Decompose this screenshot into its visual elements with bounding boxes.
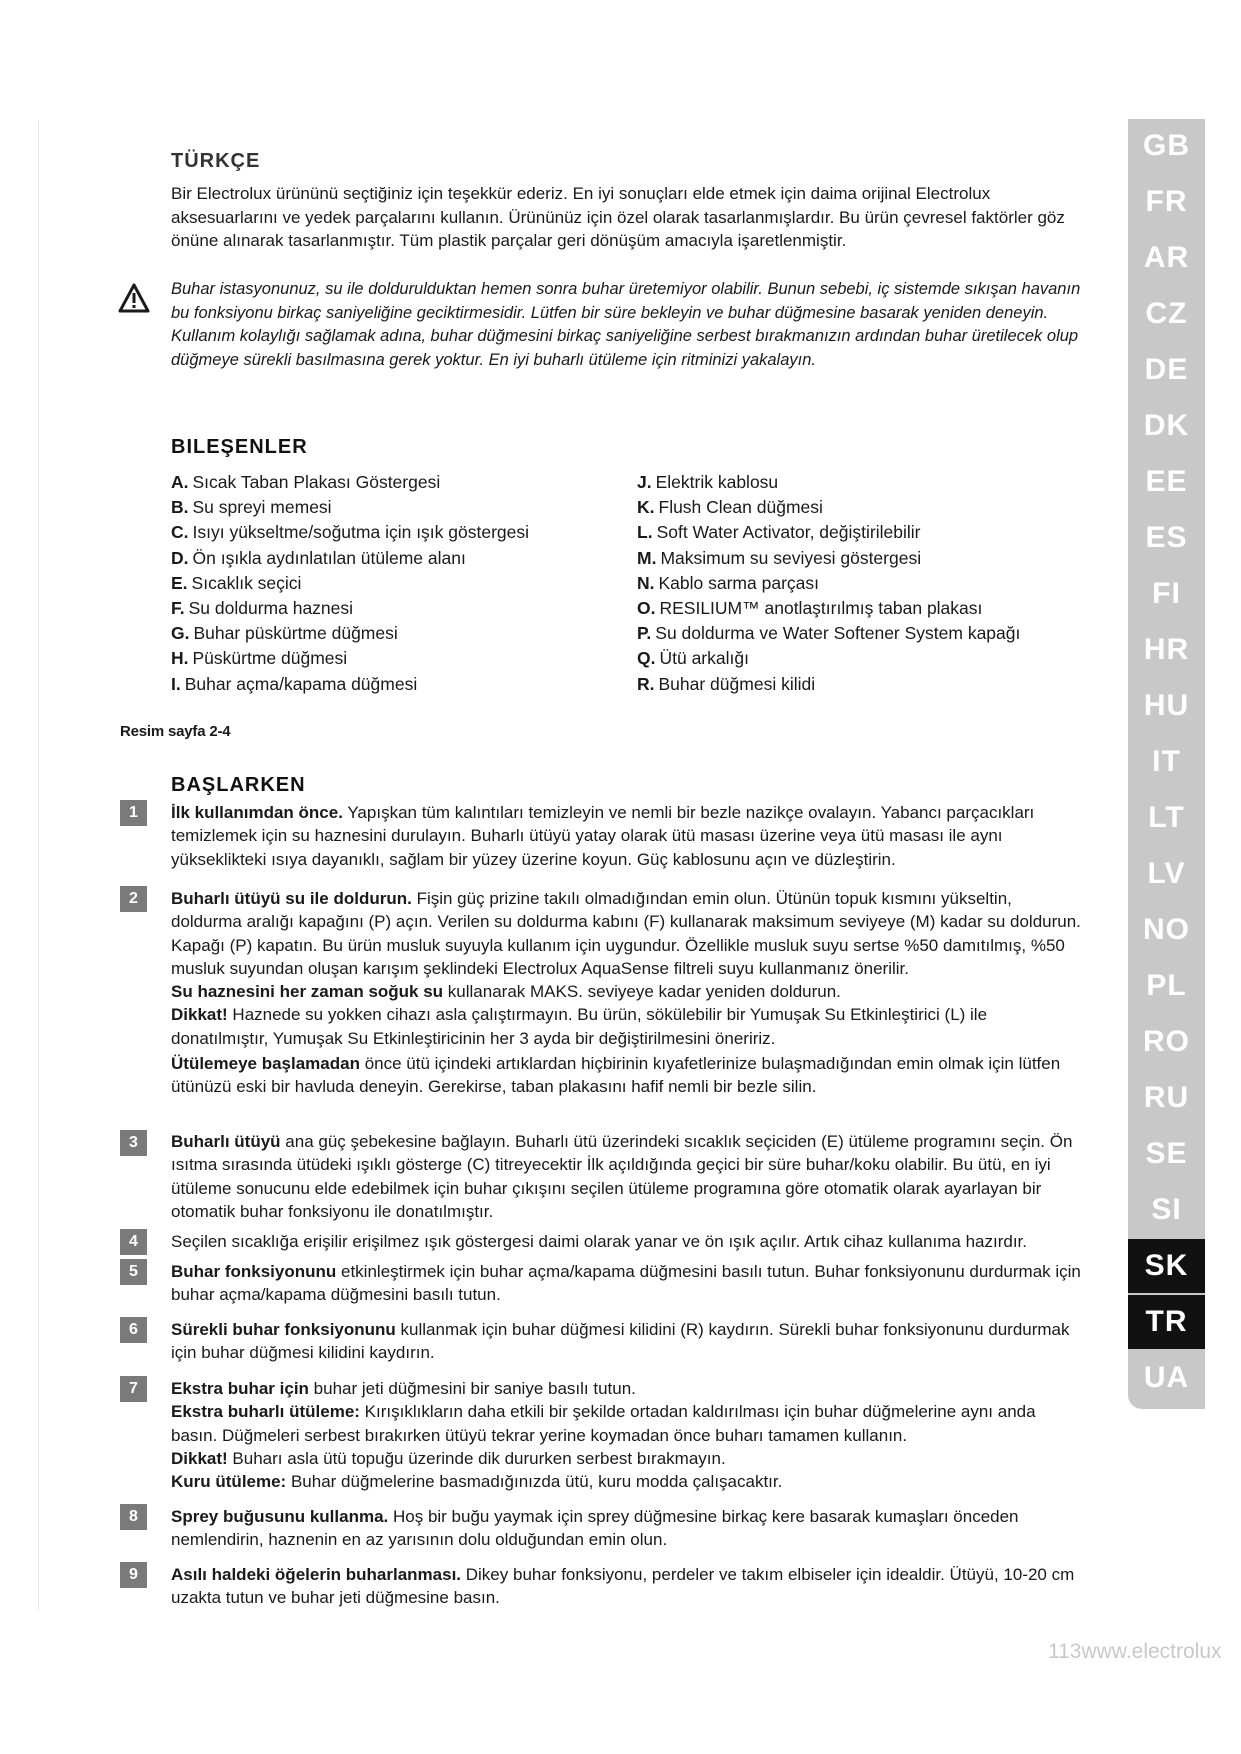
warning-triangle-icon — [118, 283, 150, 313]
component-item: I. Buhar açma/kapama düğmesi — [171, 673, 418, 694]
lang-tab-gb[interactable]: GB — [1143, 129, 1190, 162]
lang-tab-pl[interactable]: PL — [1146, 969, 1187, 1002]
step-number-badge: 4 — [120, 1229, 147, 1255]
lang-tab-es[interactable]: ES — [1145, 521, 1188, 554]
component-item: O. RESILIUM™ anotlaştırılmış taban plakası — [637, 598, 983, 619]
step-9-text: Asılı haldeki öğelerin buharlanması. Dikey buhar fonksiyonu, perdeler ve takım elbiseler için idealdir. Ütüyü, 10-20 cm uzakta tutun ve buhar jeti düğmesine basın. — [171, 1565, 1075, 1608]
lang-tab-ro[interactable]: RO — [1143, 1025, 1190, 1058]
lang-tab-hr[interactable]: HR — [1143, 633, 1190, 666]
lang-tab-ru[interactable]: RU — [1143, 1081, 1190, 1114]
step-5-text: Buhar fonksiyonunu etkinleştirmek için buhar açma/kapama düğmesini basılı tutun. Buhar fonksiyonunu durdurmak için buhar açma/kapama düğmesini basılı tutun. — [171, 1262, 1081, 1305]
lang-tab-ee[interactable]: EE — [1145, 465, 1188, 498]
component-item: J. Elektrik kablosu — [637, 472, 779, 492]
step-number-badge: 8 — [120, 1504, 147, 1530]
lang-tab-dk[interactable]: DK — [1143, 409, 1190, 442]
step-number-badge: 1 — [120, 800, 147, 826]
step-number-badge: 5 — [120, 1259, 147, 1285]
component-item: M. Maksimum su seviyesi göstergesi — [637, 547, 922, 568]
step-number-badge: 3 — [120, 1130, 147, 1156]
page-footer-url: 113www.electrolux — [1048, 1640, 1222, 1663]
lang-tab-fi[interactable]: FI — [1152, 577, 1181, 610]
component-item: D. Ön ışıkla aydınlatılan ütüleme alanı — [171, 547, 466, 568]
section-title-turkish: TÜRKÇE — [171, 150, 261, 172]
lang-tab-lv[interactable]: LV — [1147, 857, 1186, 890]
section-title-components: BILEŞENLER — [171, 436, 308, 458]
step-number-badge: 6 — [120, 1317, 147, 1343]
page-edge-line — [38, 120, 39, 1610]
components-list-left — [171, 470, 621, 697]
component-item: E. Sıcaklık seçici — [171, 572, 302, 593]
section-title-getting-started: BAŞLARKEN — [171, 774, 306, 796]
lang-tab-lt[interactable]: LT — [1148, 801, 1185, 834]
component-item: B. Su spreyi memesi — [171, 497, 332, 518]
lang-tab-si[interactable]: SI — [1151, 1193, 1182, 1226]
component-item: H. Püskürtme düğmesi — [171, 648, 348, 669]
step-8-text: Sprey buğusunu kullanma. Hoş bir buğu yaymak için sprey düğmesine birkaç kere basarak kumaşları önceden nemlendirin, haznenin en az yarısının dolu olduğundan emin olun. — [171, 1507, 1019, 1550]
step-3-text: Buharlı ütüyü ana güç şebekesine bağlayın. Buharlı ütü üzerindeki sıcaklık seçiciden (E) ütüleme programını seçin. Ön ısıtma sırasında ütüdeki ışıklı gösterge (C) titreyecektir İlk açıldığında geçici bir süre buhar/koku olabilir. Bu ütü, en iyi ütüleme sonucunu elde edebilmek için buhar çıkışını seçilen ütüleme programına göre otomatik olarak ayarlayan bir otomatik buhar fonksiyonu ile donatılmıştır. — [171, 1132, 1073, 1221]
component-item: F. Su doldurma haznesi — [171, 598, 354, 619]
lang-tab-no[interactable]: NO — [1143, 913, 1190, 946]
step-number-badge: 2 — [120, 886, 147, 912]
lang-tab-hu[interactable]: HU — [1143, 689, 1190, 722]
component-item: C. Isıyı yükseltme/soğutma için ışık göstergesi — [171, 522, 530, 543]
intro-paragraph: Bir Electrolux ürününü seçtiğiniz için teşekkür ederiz. En iyi sonuçları elde etmek için daima orijinal Electrolux aksesuarlarını ve yedek parçalarını kullanın. Ürününüz için özel olarak tasarlanmışlardır. Bu ürün çevresel faktörler göz önüne alınarak tasarlanmıştır. Tüm plastik parçalar geri dönüşüm amacıyla işaretlenmiştir. — [171, 184, 1065, 250]
component-item: G. Buhar püskürtme düğmesi — [171, 623, 398, 644]
step-number-badge: 7 — [120, 1376, 147, 1402]
lang-tab-sk[interactable]: SK — [1128, 1239, 1205, 1293]
step-1-text: İlk kullanımdan önce. Yapışkan tüm kalıntıları temizleyin ve nemli bir bezle nazikçe ovalayın. Yabancı parçacıkları temizlemek için su haznesini durulayın. Buharlı ütüyü yatay olarak ütü masası üzerine veya ütü masası ile aynı yükseklikteki ısıya dayanıklı, sağlam bir yüzey üzerine koyun. Güç kablosunu açın ve düzleştirin. — [171, 803, 1035, 869]
warning-paragraph: Buhar istasyonunuz, su ile doldurulduktan hemen sonra buhar üretemiyor olabilir. Bunun sebebi, iç sistemde sıkışan havanın bu fonksiyonu birkaç saniyeliğine geciktirmesidir. Lütfen bir süre bekleyin ve buhar düğmesine basarak yeniden deneyin. Kullanım kolaylığı sağlamak adına, buhar düğmesini birkaç saniyeliğine serbest bırakmanızın ardından buhar üretilecek olup düğmeye sürekli basılmasına gerek yoktur. En iyi buharlı ütüleme için ritminizi yakalayın. — [171, 280, 1081, 369]
step-number-badge: 9 — [120, 1562, 147, 1588]
lang-tab-ar[interactable]: AR — [1143, 241, 1190, 274]
step-6-text: Sürekli buhar fonksiyonunu kullanmak için buhar düğmesi kilidini (R) kaydırın. Sürekli buhar fonksiyonunu durdurmak için buhar düğmesi kilidini kaydırın. — [171, 1320, 1070, 1363]
component-item: N. Kablo sarma parçası — [637, 572, 819, 593]
step-2-text: Buharlı ütüyü su ile doldurun. Fişin güç prizine takılı olmadığından emin olun. Ütünün topuk kısmını yükseltin, doldurma aralığı kapağını (P) açın. Verilen su doldurma kabını (F) kullanarak maksimum seviyeye (M) kadar su doldurun. Kapağı (P) kapatın. Bu ürün musluk suyuyla kullanım için uygundur. Özellikle musluk suyu sertse %50 damıtılmış, %50 musluk suyundan oluşan karışım şeklindeki Electrolux AquaSense filtreli suyu kullanmanız önerilir. Su haznesini her zaman soğuk su kullanarak MAKS. seviyeye kadar yeniden doldurun. Dikkat! Haznede su yokken cihazı asla çalıştırmayın. Bu ürün, sökülebilir bir Yumuşak Su Etkinleştirici (L) ile donatılmıştır, Yumuşak Su Etkinleştiricinin her 3 ayda bir değiştirilmesini öneririz. Ütülemeye başlamadan önce ütü içindeki artıklardan hiçbirinin kıyafetlerinize bulaşmadığından emin olmak için lütfen ütünüzü eski bir havluda deneyin. Gerekirse, taban plakasını hafif nemli bir bezle silin. — [171, 889, 1081, 1097]
step-7-text: Ekstra buhar için buhar jeti düğmesini bir saniye basılı tutun. Ekstra buharlı ütüleme: Kırışıklıkların daha etkili bir şekilde ortadan kaldırılması için buhar düğmelerine aynı anda basın. Düğmeleri serbest bırakırken ütüyü tekrar yerine koymadan önce buharı tamamen kullanın. Dikkat! Buharı asla ütü topuğu üzerinde dik dururken serbest bırakmayın. Kuru ütüleme: Buhar düğmelerine basmadığınızda ütü, kuru modda çalışacaktır. — [171, 1379, 1036, 1492]
component-item: A. Sıcak Taban Plakası Göstergesi — [171, 472, 441, 492]
lang-tab-de[interactable]: DE — [1144, 353, 1189, 386]
lang-tab-cz[interactable]: CZ — [1145, 297, 1188, 330]
component-item: K. Flush Clean düğmesi — [637, 497, 823, 518]
step-4-text: Seçilen sıcaklığa erişilir erişilmez ışık göstergesi daimi olarak yanar ve ön ışık açılır. Artık cihaz kullanıma hazırdır. — [171, 1232, 1027, 1251]
language-sidebar — [1128, 119, 1205, 1409]
component-item: R. Buhar düğmesi kilidi — [637, 673, 816, 694]
component-item: P. Su doldurma ve Water Softener System kapağı — [637, 623, 1021, 644]
component-item: Q. Ütü arkalığı — [637, 648, 749, 669]
figure-caption: Resim sayfa 2-4 — [120, 723, 231, 740]
lang-tab-it[interactable]: IT — [1152, 745, 1181, 778]
lang-tab-tr[interactable]: TR — [1128, 1295, 1205, 1349]
component-item: L. Soft Water Activator, değiştirilebilir — [637, 522, 921, 543]
components-list-right — [637, 470, 1087, 697]
lang-tab-fr[interactable]: FR — [1145, 185, 1188, 218]
lang-tab-ua[interactable]: UA — [1143, 1361, 1190, 1394]
lang-tab-se[interactable]: SE — [1145, 1137, 1188, 1170]
